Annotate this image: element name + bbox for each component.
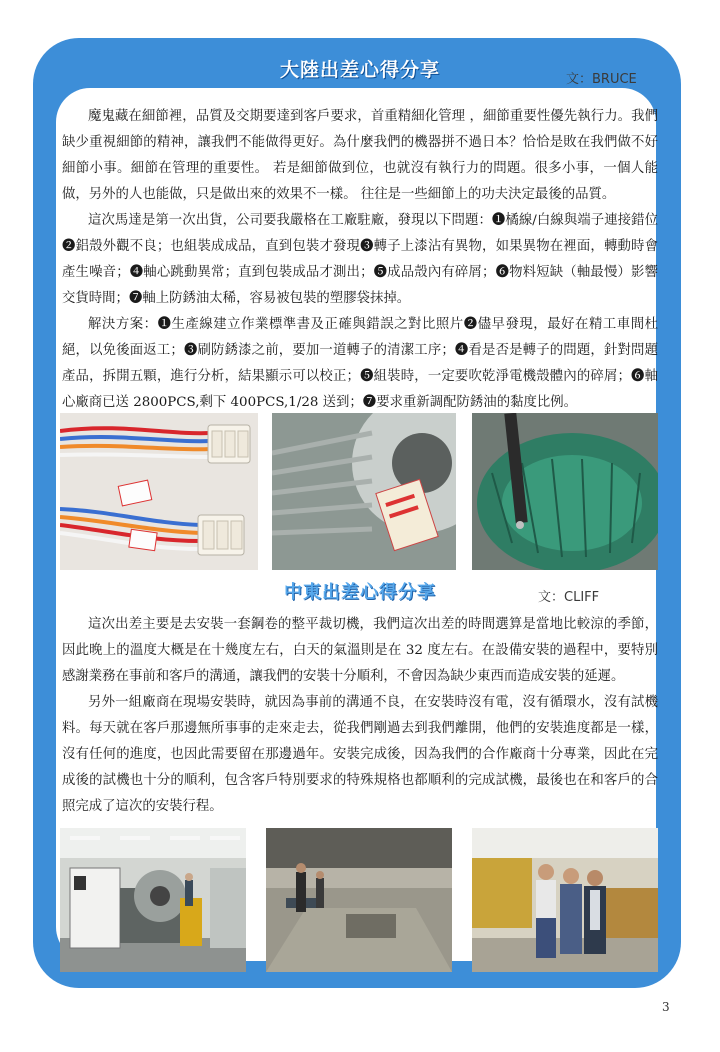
photo-motor-housing <box>272 413 456 570</box>
photo-coil-machine <box>60 828 246 972</box>
section1-author: 文：BRUCE <box>566 72 637 87</box>
section2-title: 中東出差心得分享 <box>284 582 436 603</box>
section1-paragraph-2: 這次馬達是第一次出貨，公司要我嚴格在工廠駐廠，發現以下問題：❶橘線/白線與端子連接錯位❷鋁殼外觀不良；也組裝成成品，直到包裝才發現❸轉子上漆沾有異物，如果異物在裡面，轉動時會產生噪音；❹軸心跳動異常；直到包裝成品才測出；❺成品殼內有碎屑；❻物料短缺（軸最慢）影響交貨時間；❼軸上防銹油太稀，容易被包裝的塑膠袋抹掉。 <box>62 213 658 306</box>
section1-paragraph-1: 魔鬼藏在細節裡，品質及交期要達到客戶要求，首重精細化管理 ，細節重要性優先執行力。我們缺少重視細節的精神，讓我們不能做得更好。為什麼我們的機器拼不過日本？恰恰是敗在我們做不好細節小事。細節在管理的重要性。 若是細節做到位，也就沒有執行力的問題。很多小事，一個人能做，另外的人也能做，只是做出來的效果不一樣。 往往是一些細節上的功夫決定最後的品質。 <box>62 109 658 202</box>
photo-wire-connectors <box>60 413 258 570</box>
page-number: 3 <box>662 1000 670 1014</box>
photo-group-picture <box>472 828 658 972</box>
section2-paragraph-2: 另外一組廠商在現場安裝時，就因為事前的溝通不良，在安裝時沒有電，沒有循環水，沒有試機料。每天就在客戶那邊無所事事的走來走去，從我們剛過去到我們離開，他們的安裝進度都是一樣，沒有任何的進度，也因此需要留在那邊過年。安裝完成後，因為我們的合作廠商十分專業，因此在完成後的試機也十分的順利，包含客戶特別要求的特殊規格也都順利的完成試機，最後也在和客戶的合照完成了這次的安裝行程。 <box>62 695 658 814</box>
section1-paragraph-3: 解決方案：❶生產線建立作業標準書及正確與錯誤之對比照片❷儘早發現，最好在精工車間杜絕，以免後面返工；❸刷防銹漆之前，要加一道轉子的清潔工序；❹看是否是轉子的問題，針對問題產品，拆開五顆，進行分析，結果顯示可以校正；❺組裝時，一定要吹乾淨電機殼體內的碎屑；❻軸心廠商已送 2800PCS,剩下 400PCS,1/28 送到；❼要求重新調配防銹油的黏度比例。 <box>62 317 658 410</box>
section2-paragraph-1: 這次出差主要是去安裝一套鋼卷的整平裁切機，我們這次出差的時間選算是當地比較涼的季節，因此晚上的溫度大概是在十幾度左右，白天的氣溫則是在 32 度左右。在設備安裝的過程中，要特別感謝業務在事前和客戶的溝通，讓我們的安裝十分順利，不會因為缺少東西而造成安裝的延遲。 <box>62 617 658 684</box>
photo-green-rotor <box>472 413 658 570</box>
photo-factory-floor <box>266 828 452 972</box>
section1-title: 大陸出差心得分享 <box>279 59 440 81</box>
section2-author: 文：CLIFF <box>538 590 600 605</box>
